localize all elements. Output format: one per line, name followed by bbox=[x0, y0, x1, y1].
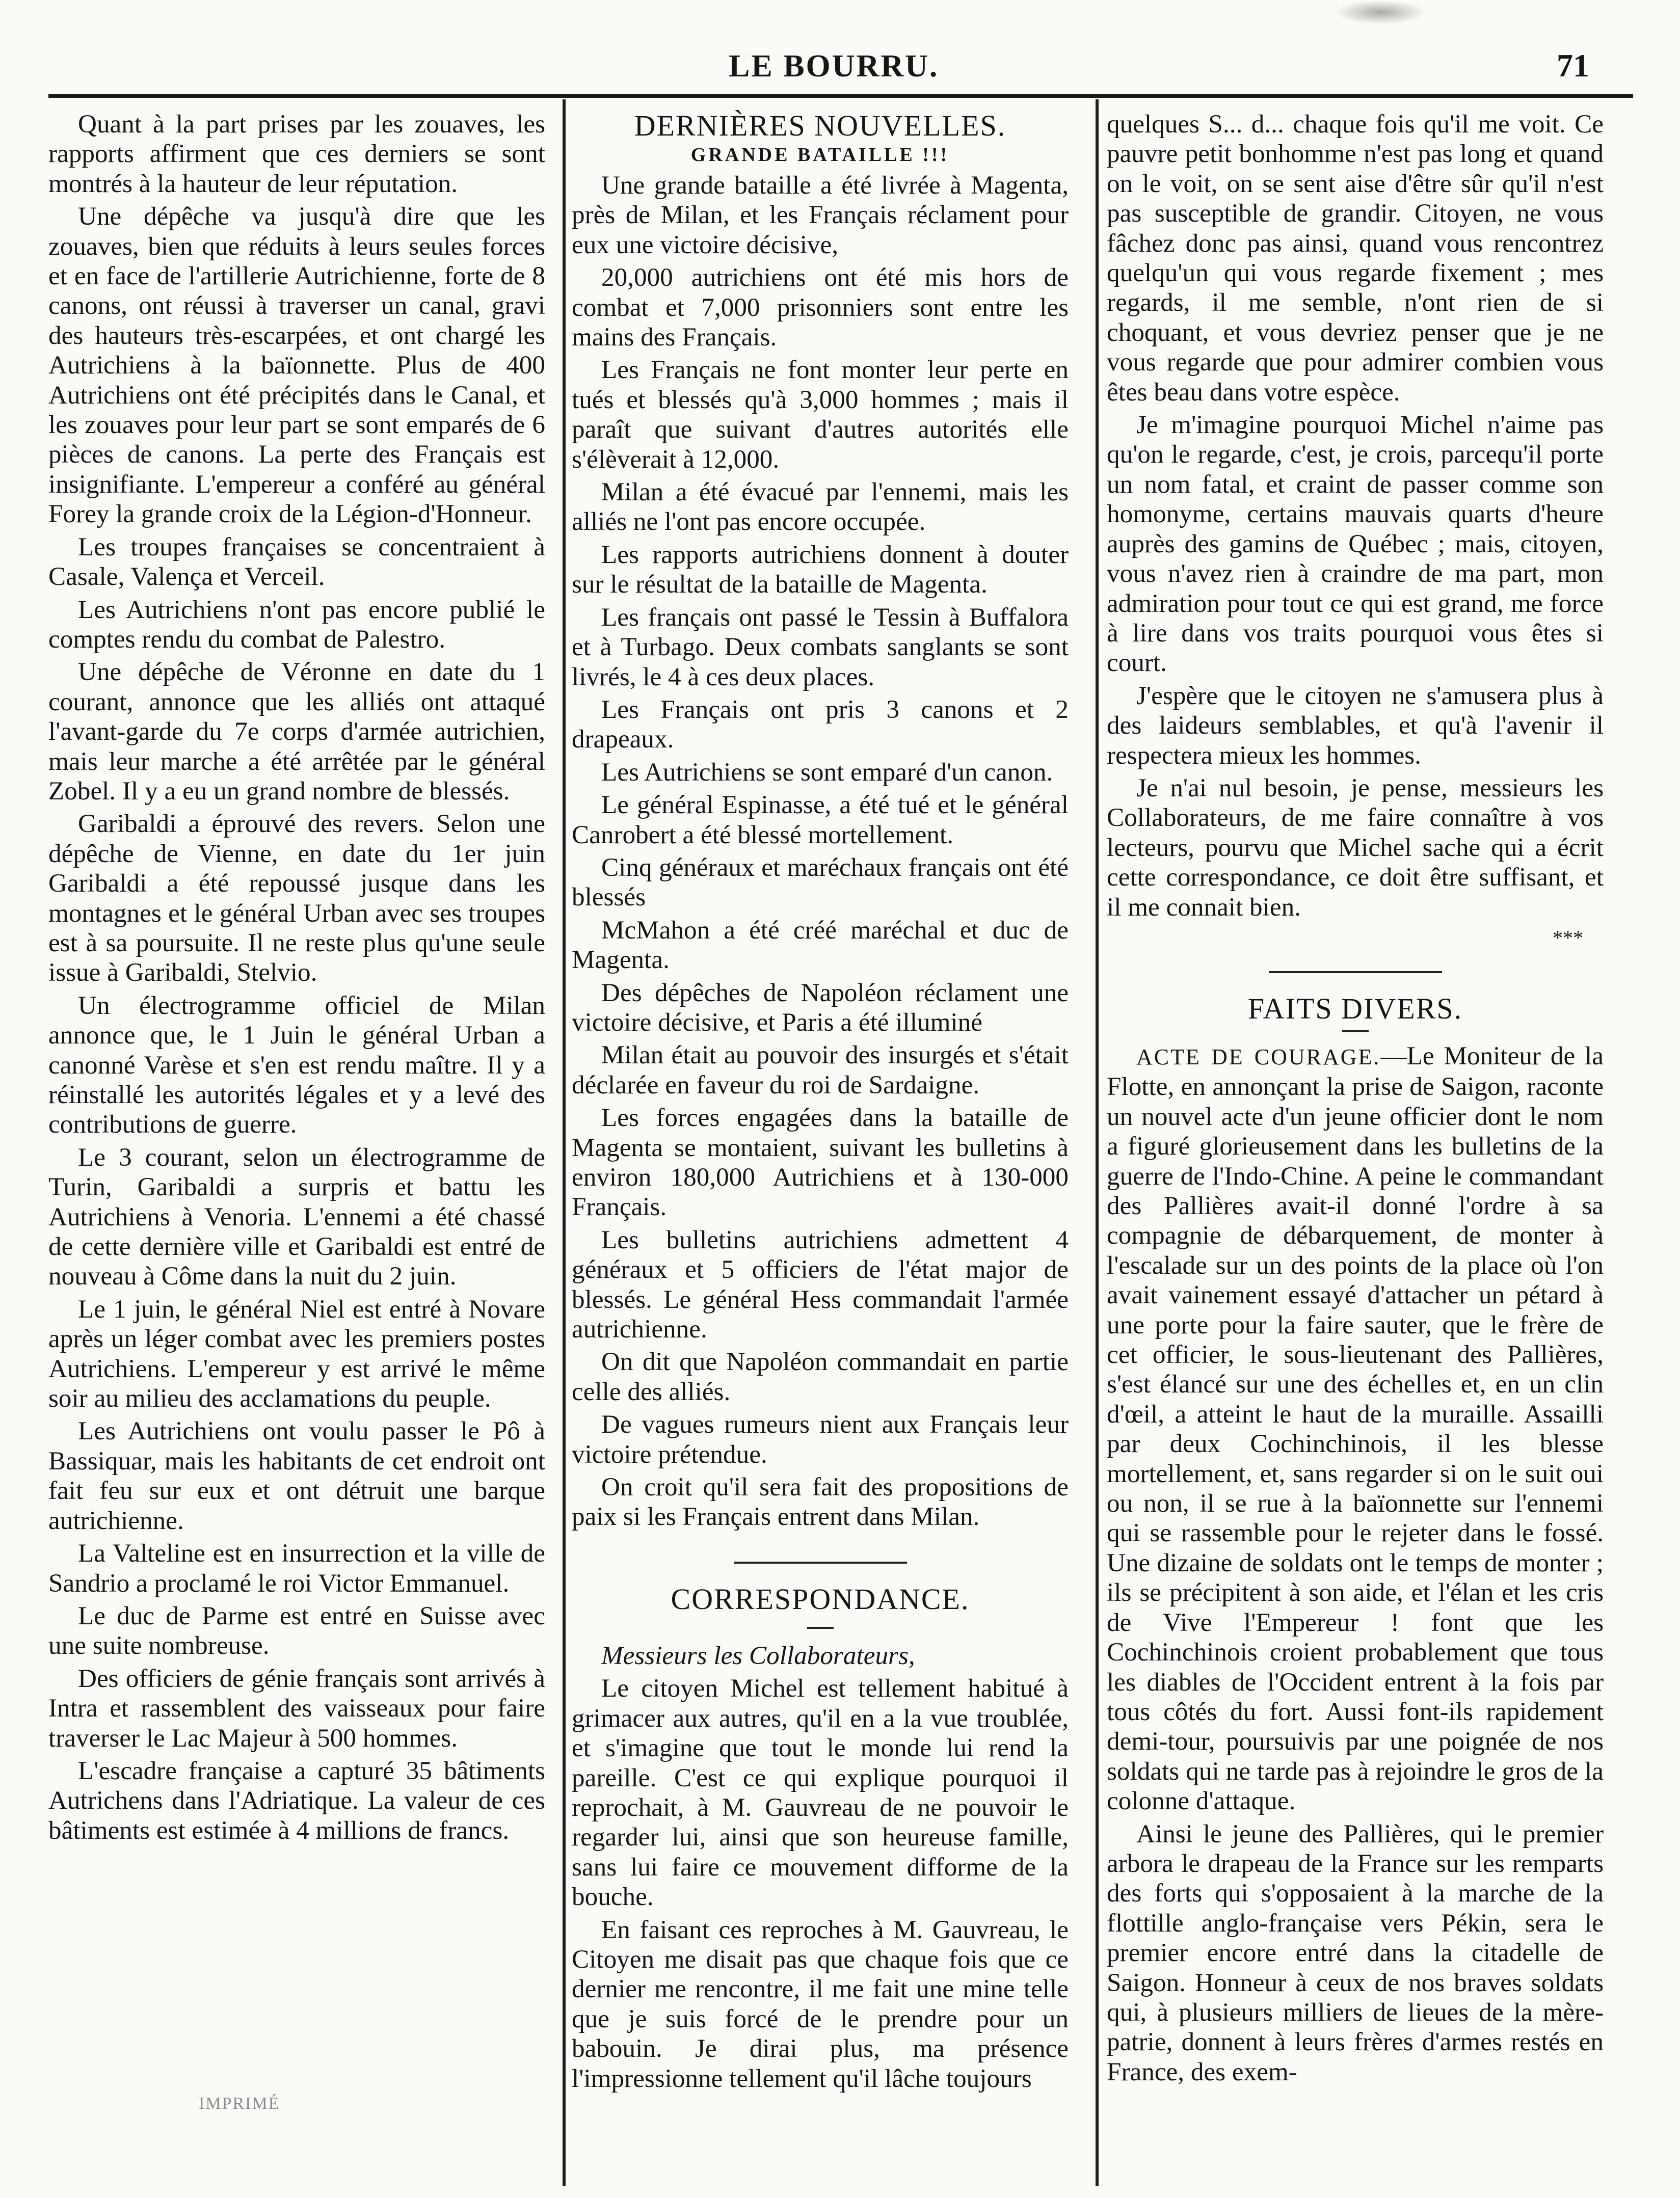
paragraph: Une dépêche de Véronne en date du 1 courant, annonce que les alliés ont attaqué l'avant-garde du 7e corps d'armée autrichien, mais leur marche a été arrêtée par le général Zobel. Il y a eu un grand nombre de blessés. bbox=[48, 657, 545, 806]
section-title-faits-divers: FAITS DIVERS. bbox=[1247, 991, 1463, 1025]
paragraph: La Valteline est en insurrection et la ville de Sandrio a proclamé le roi Victor Emmanuel. bbox=[48, 1539, 545, 1598]
paragraph: Les Français ont pris 3 canons et 2 drapeaux. bbox=[572, 694, 1069, 754]
paragraph: On croit qu'il sera fait des propositions de paix si les Français entrent dans Milan. bbox=[572, 1472, 1069, 1532]
page-number: 71 bbox=[1557, 47, 1589, 84]
paragraph: Les bulletins autrichiens admettent 4 généraux et 5 officiers de l'état major de blessés. Le général Hess commandait l'armée autrichienne. bbox=[572, 1225, 1069, 1344]
section-title-correspondance: CORRESPONDANCE. bbox=[671, 1582, 970, 1616]
paragraph: Les Autrichiens ont voulu passer le Pô à Bassiquar, mais les habitants de cet endroit ont fait feu sur eux et ont détruit une barque autrichienne. bbox=[48, 1416, 545, 1535]
page-header bbox=[0, 0, 1680, 97]
paragraph: Les français ont passé le Tessin à Buffalora et à Turbago. Deux combats sanglants se sont livrés, le 4 à ces deux places. bbox=[572, 602, 1069, 691]
section-title-dernieres-nouvelles: DERNIÈRES NOUVELLES. bbox=[634, 109, 1006, 142]
column-right bbox=[1107, 110, 1604, 2090]
paragraph: Milan a été évacué par l'ennemi, mais les alliés ne l'ont pas encore occupée. bbox=[572, 477, 1069, 537]
paragraph: Le 3 courant, selon un électrogramme de Turin, Garibaldi a surpris et battu les Autrichiens à Venoria. L'ennemi a été chassé de cette dernière ville et Garibaldi est entré de nouveau à Côme dans la nuit du 2 juin. bbox=[48, 1142, 545, 1291]
paragraph: De vagues rumeurs nient aux Français leur victoire prétendue. bbox=[572, 1410, 1069, 1469]
paragraph: Des officiers de génie français sont arrivés à Intra et rassemblent des vaisseaux pour faire traverser le Lac Majeur à 500 hommes. bbox=[48, 1664, 545, 1753]
faits-label: ACTE DE COURAGE. bbox=[1136, 1044, 1381, 1069]
paragraph: Les troupes françaises se concentraient à Casale, Valença et Verceil. bbox=[48, 532, 545, 592]
paragraph: Les Autrichiens n'ont pas encore publié le comptes rendu du combat de Palestro. bbox=[48, 595, 545, 654]
section-subtitle: GRANDE BATAILLE !!! bbox=[690, 144, 950, 166]
paragraph: Des dépêches de Napoléon réclament une victoire décisive, et Paris a été illuminé bbox=[572, 978, 1069, 1037]
paragraph: quelques S... d... chaque fois qu'il me voit. Ce pauvre petit bonhomme n'est pas long et quand on le voit, on se sent aise d'être sûr qu'il n'est pas susceptible de grandir. Citoyen, ne vous fâchez donc pas ainsi, quand vous rencontrez quelqu'un qui vous regarde fixement ; mes regards, il me semble, n'ont rien de si choquant, et vous devriez penser que je ne vous regarde que pour admirer combien vous êtes beau dans votre espèce. bbox=[1107, 110, 1604, 407]
paragraph: Le général Espinasse, a été tué et le général Canrobert a été blessé mortellement. bbox=[572, 790, 1069, 849]
section-rule bbox=[734, 1562, 907, 1564]
faits-text: —Le Moniteur de la Flotte, en annonçant la prise de Saigon, raconte un nouvel acte d'un jeune officier dont le nom a figuré glorieusement dans les bulletins de la guerre de l'Indo-Chine. A peine le commandant des Pallières avait-il donné l'ordre à sa compagnie de débarquement, de monter à l'escalade sur un des points de la place où l'on avait vainement essayé d'attacher un pétard à une porte pour la faire sauter, que le frère de cet officier, le sous-lieutenant des Pallières, s'est élancé sur une des échelles et, en un clin d'œil, a atteint le haut de la muraille. Assailli par deux Cochinchinois, il les blesse mortellement, et, sans regarder si on le suit oui ou non, il se rue à la baïonnette sur l'ennemi qui se rassemble pour le rejeter dans le fossé. Une dizaine de soldats ont le temps de monter ; ils se précipitent à son aide, et l'élan et les cris de Vive l'Empereur ! font que les Cochinchinois croient probablement que tous les diables de l'Occident entrent à la fois par tous côtés du fort. Aussi font-ils rapidement demi-tour, poursuivis par une poignée de nos soldats qui ne tarde pas à rejoindre le gros de la colonne d'attaque. bbox=[1107, 1041, 1604, 1816]
paragraph: Une dépêche va jusqu'à dire que les zouaves, bien que réduits à leurs seules forces et en face de l'artillerie Autrichienne, forte de 8 canons, ont réussi à traverser un canal, gravi des hauteurs très-escarpées, et ont chargé les Autrichiens à la baïonnette. Plus de 400 Autrichiens ont été précipités dans le Canal, et les zouaves pour leur part se sont emparés de 6 pièces de canons. La perte des Français est insignifiante. L'empereur a conféré au général Forey la grande croix de la Légion-d'Honneur. bbox=[48, 202, 545, 529]
paragraph: Le duc de Parme est entré en Suisse avec une suite nombreuse. bbox=[48, 1601, 545, 1660]
paragraph: Je m'imagine pourquoi Michel n'aime pas qu'on le regarde, c'est, je crois, parcequ'il porte un nom fatal, et craint de passer comme son homonyme, certains mauvais quarts d'heure auprès des gamins de Québec ; mais, citoyen, vous n'avez rien à craindre de ma part, mon admiration pour tout ce qui est grand, me force à lire dans vos traits pourquoi vous êtes si court. bbox=[1107, 410, 1604, 678]
paragraph: Une grande bataille a été livrée à Magenta, près de Milan, et les Français réclament pour eux une victoire décisive, bbox=[572, 171, 1069, 259]
paragraph: Garibaldi a éprouvé des revers. Selon une dépêche de Vienne, en date du 1er juin Garibaldi a été repoussé jusque dans les montagnes et le général Urban avec ses troupes est à sa poursuite. Il ne reste plus qu'une seule issue à Garibaldi, Stelvio. bbox=[48, 809, 545, 987]
header-rule bbox=[48, 94, 1633, 98]
paragraph: Je n'ai nul besoin, je pense, messieurs les Collaborateurs, de me faire connaître à vos lecteurs, pourvu que Michel sache qui a écrit cette correspondance, ce doit être suffisant, et il me connait bien. bbox=[1107, 773, 1604, 922]
paragraph: Les rapports autrichiens donnent à douter sur le résultat de la bataille de Magenta. bbox=[572, 540, 1069, 599]
paragraph: On dit que Napoléon commandait en partie celle des alliés. bbox=[572, 1347, 1069, 1406]
paragraph: Le 1 juin, le général Niel est entré à Novare après un léger combat avec les premiers postes Autrichiens. L'empereur y est arrivé le même soir au milieu des acclamations du peuple. bbox=[48, 1294, 545, 1413]
paragraph: Les forces engagées dans la bataille de Magenta se montaient, suivant les bulletins à environ 180,000 Autrichiens et à 130-000 Français. bbox=[572, 1103, 1069, 1222]
paragraph: J'espère que le citoyen ne s'amusera plus à des laideurs semblables, et qu'à l'avenir il respectera mieux les hommes. bbox=[1107, 681, 1604, 770]
paragraph: Un électrogramme officiel de Milan annonce que, le 1 Juin le général Urban a canonné Varèse et s'en est rendu maître. Il y a réinstallé les autorités légales et y a levé des contributions de guerre. bbox=[48, 990, 545, 1139]
salutation: Messieurs les Collaborateurs, bbox=[601, 1641, 915, 1670]
signature-stars: *** bbox=[1553, 926, 1583, 949]
paragraph: Milan était au pouvoir des insurgés et s'était déclarée en faveur du roi de Sardaigne. bbox=[572, 1040, 1069, 1100]
paragraph: En faisant ces reproches à M. Gauvreau, le Citoyen me disait pas que chaque fois que ce dernier me rencontre, il me fait une mine telle que je suis forcé de le prendre pour un babouin. Je dirai plus, ma présence l'impressionne tellement qu'il lâche toujours bbox=[572, 1915, 1069, 2093]
section-rule bbox=[1269, 971, 1442, 973]
column-left bbox=[48, 110, 545, 1848]
column-divider-1 bbox=[563, 99, 566, 2186]
short-rule bbox=[807, 1627, 834, 1629]
column-middle bbox=[572, 110, 1069, 2097]
paragraph: Le citoyen Michel est tellement habitué à grimacer aux autres, qu'il en a la vue troublée, et s'imagine que tout le monde lui rend la pareille. C'est ce qui explique pourquoi il reprochait, à M. Gauvreau de ne pouvoir le regarder lui, ainsi que son heureuse famille, sans lui faire ce mouvement difforme de la bouche. bbox=[572, 1674, 1069, 1912]
paragraph: Les Autrichiens se sont emparé d'un canon. bbox=[601, 757, 1053, 787]
running-title: LE BOURRU. bbox=[729, 49, 939, 84]
footer-mark: IMPRIMÉ bbox=[199, 2094, 280, 2113]
paragraph: Quant à la part prises par les zouaves, les rapports affirment que ces derniers se sont montrés à la hauteur de leur réputation. bbox=[48, 110, 545, 198]
paragraph: Ainsi le jeune des Pallières, qui le premier arbora le drapeau de la France sur les remparts des forts qui s'opposaient à la marche de la flottille anglo-française vers Pékin, sera le premier encore entré dans la citadelle de Saigon. Honneur à ceux de nos braves soldats qui, à plusieurs milliers de lieues de la mère-patrie, donnent à leurs frères d'armes restés en France, des exem- bbox=[1107, 1819, 1604, 2086]
paragraph: Cinq généraux et maréchaux français ont été blessés bbox=[572, 852, 1069, 912]
column-divider-2 bbox=[1096, 99, 1099, 2186]
paragraph: L'escadre française a capturé 35 bâtiments Autrichens dans l'Adriatique. La valeur de ces bâtiments est estimée à 4 millions de francs. bbox=[48, 1756, 545, 1845]
short-rule bbox=[1342, 1030, 1369, 1032]
paragraph: Les Français ne font monter leur perte en tués et blessés qu'à 3,000 hommes ; mais il paraît que suivant d'autres autorités elle s'élèverait à 12,000. bbox=[572, 355, 1069, 474]
faits-paragraph bbox=[1107, 1041, 1604, 1816]
paragraph: McMahon a été créé maréchal et duc de Magenta. bbox=[572, 915, 1069, 975]
paragraph: 20,000 autrichiens ont été mis hors de combat et 7,000 prisonniers sont entre les mains des Français. bbox=[572, 263, 1069, 352]
